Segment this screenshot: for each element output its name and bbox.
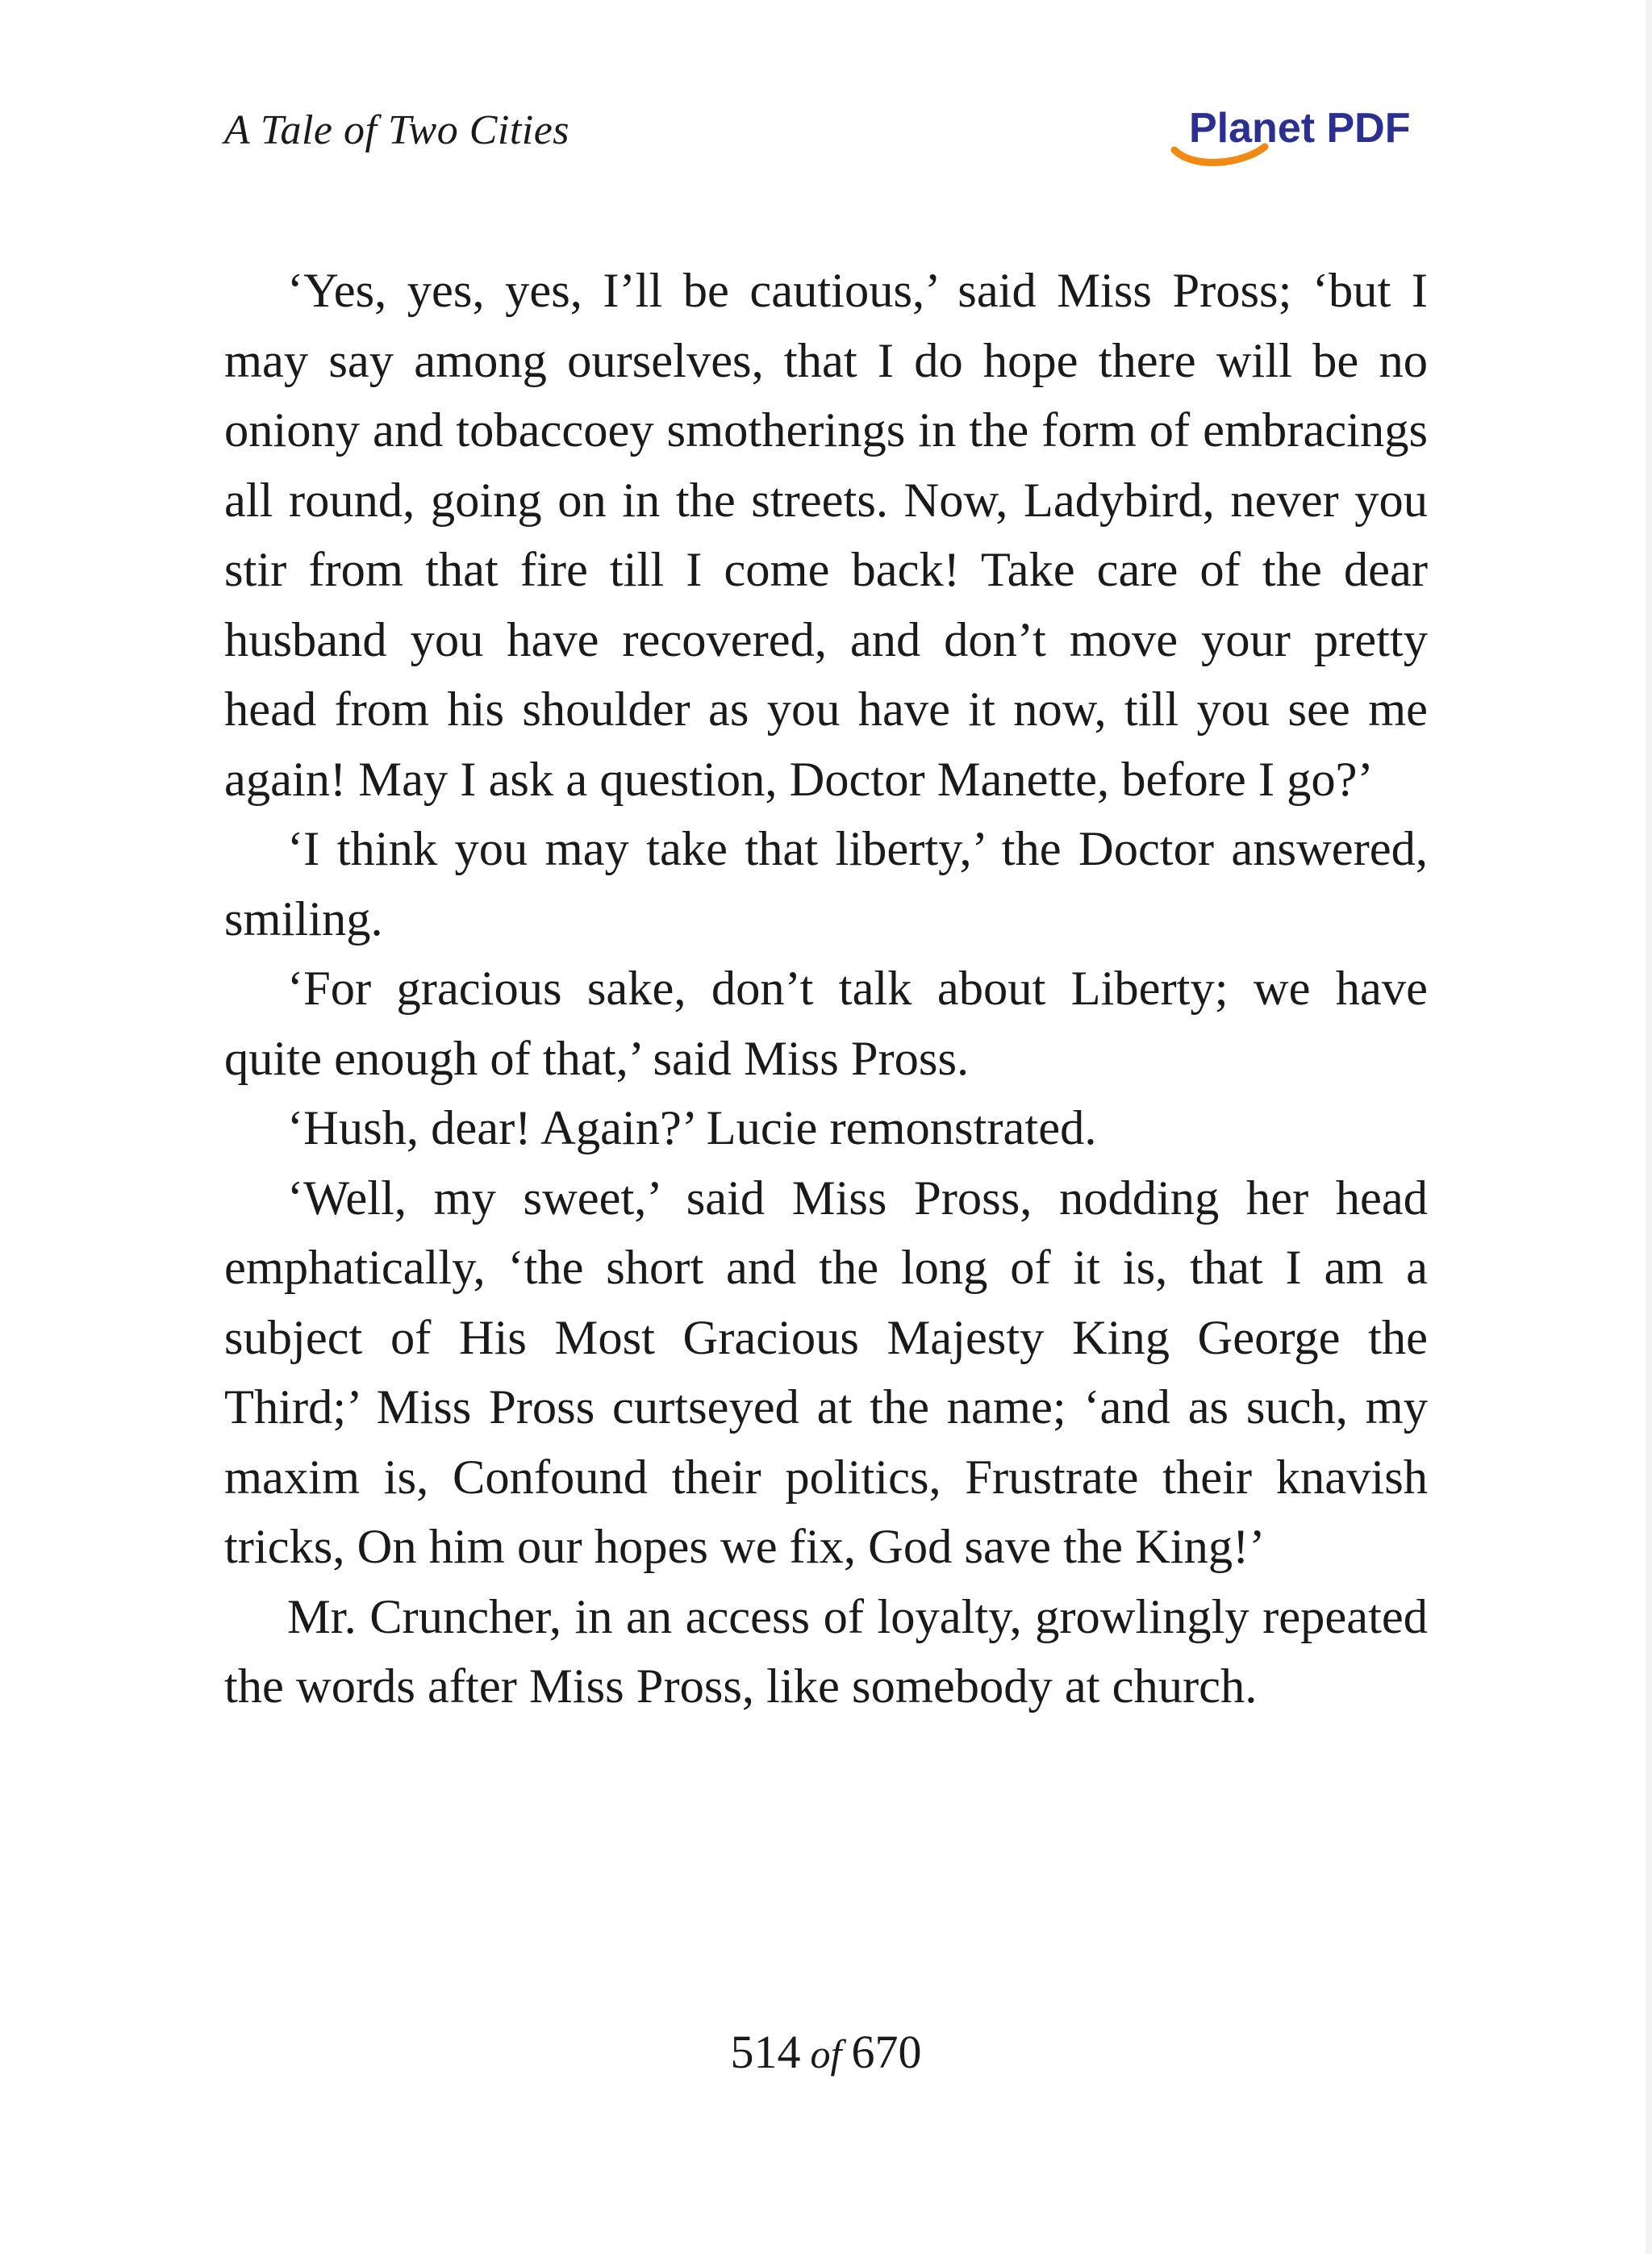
- body-text: [224, 257, 1428, 1722]
- current-page-number: 514: [730, 2026, 801, 2078]
- paragraph: ‘Yes, yes, yes, I’ll be cautious,’ said Miss Pross; ‘but I may say among ourselves, that I do hope there will be no oniony and tobaccoey smotherings in the form of embracings all round, going on in the streets. Now, Ladybird, never you stir from that fire till I come back! Take care of the dear husband you have recovered, and don’t move your pretty head from his shoulder as you have it now, till you see me again! May I ask a question, Doctor Manette, before I go?’: [224, 264, 1428, 807]
- page-edge: [1646, 0, 1652, 2254]
- paragraph: ‘I think you may take that liberty,’ the Doctor answered, smiling.: [224, 822, 1428, 946]
- planet-pdf-logo: [1170, 100, 1428, 173]
- paragraph: Mr. Cruncher, in an access of loyalty, growlingly repeated the words after Miss Pross, like somebody at church.: [224, 1589, 1428, 1713]
- paragraph: ‘Well, my sweet,’ said Miss Pross, nodding her head emphatically, ‘the short and the long of it is, that I am a subject of His Most Gracious Majesty King George the Third;’ Miss Pross curtseyed at the name; ‘and as such, my maxim is, Confound their politics, Frustrate their knavish tricks, On him our hopes we fix, God save the King!’: [224, 1171, 1428, 1574]
- logo-wordmark: Planet PDF: [1189, 105, 1411, 152]
- running-header-title: A Tale of Two Cities: [224, 107, 570, 153]
- total-pages-number: 670: [851, 2026, 922, 2078]
- paragraph: ‘For gracious sake, don’t talk about Liberty; we have quite enough of that,’ said Miss Pross.: [224, 962, 1428, 1086]
- page-of-word: of: [810, 2031, 842, 2077]
- paragraph: ‘Hush, dear! Again?’ Lucie remonstrated.: [287, 1101, 1097, 1155]
- page-number-footer: [0, 2025, 1652, 2079]
